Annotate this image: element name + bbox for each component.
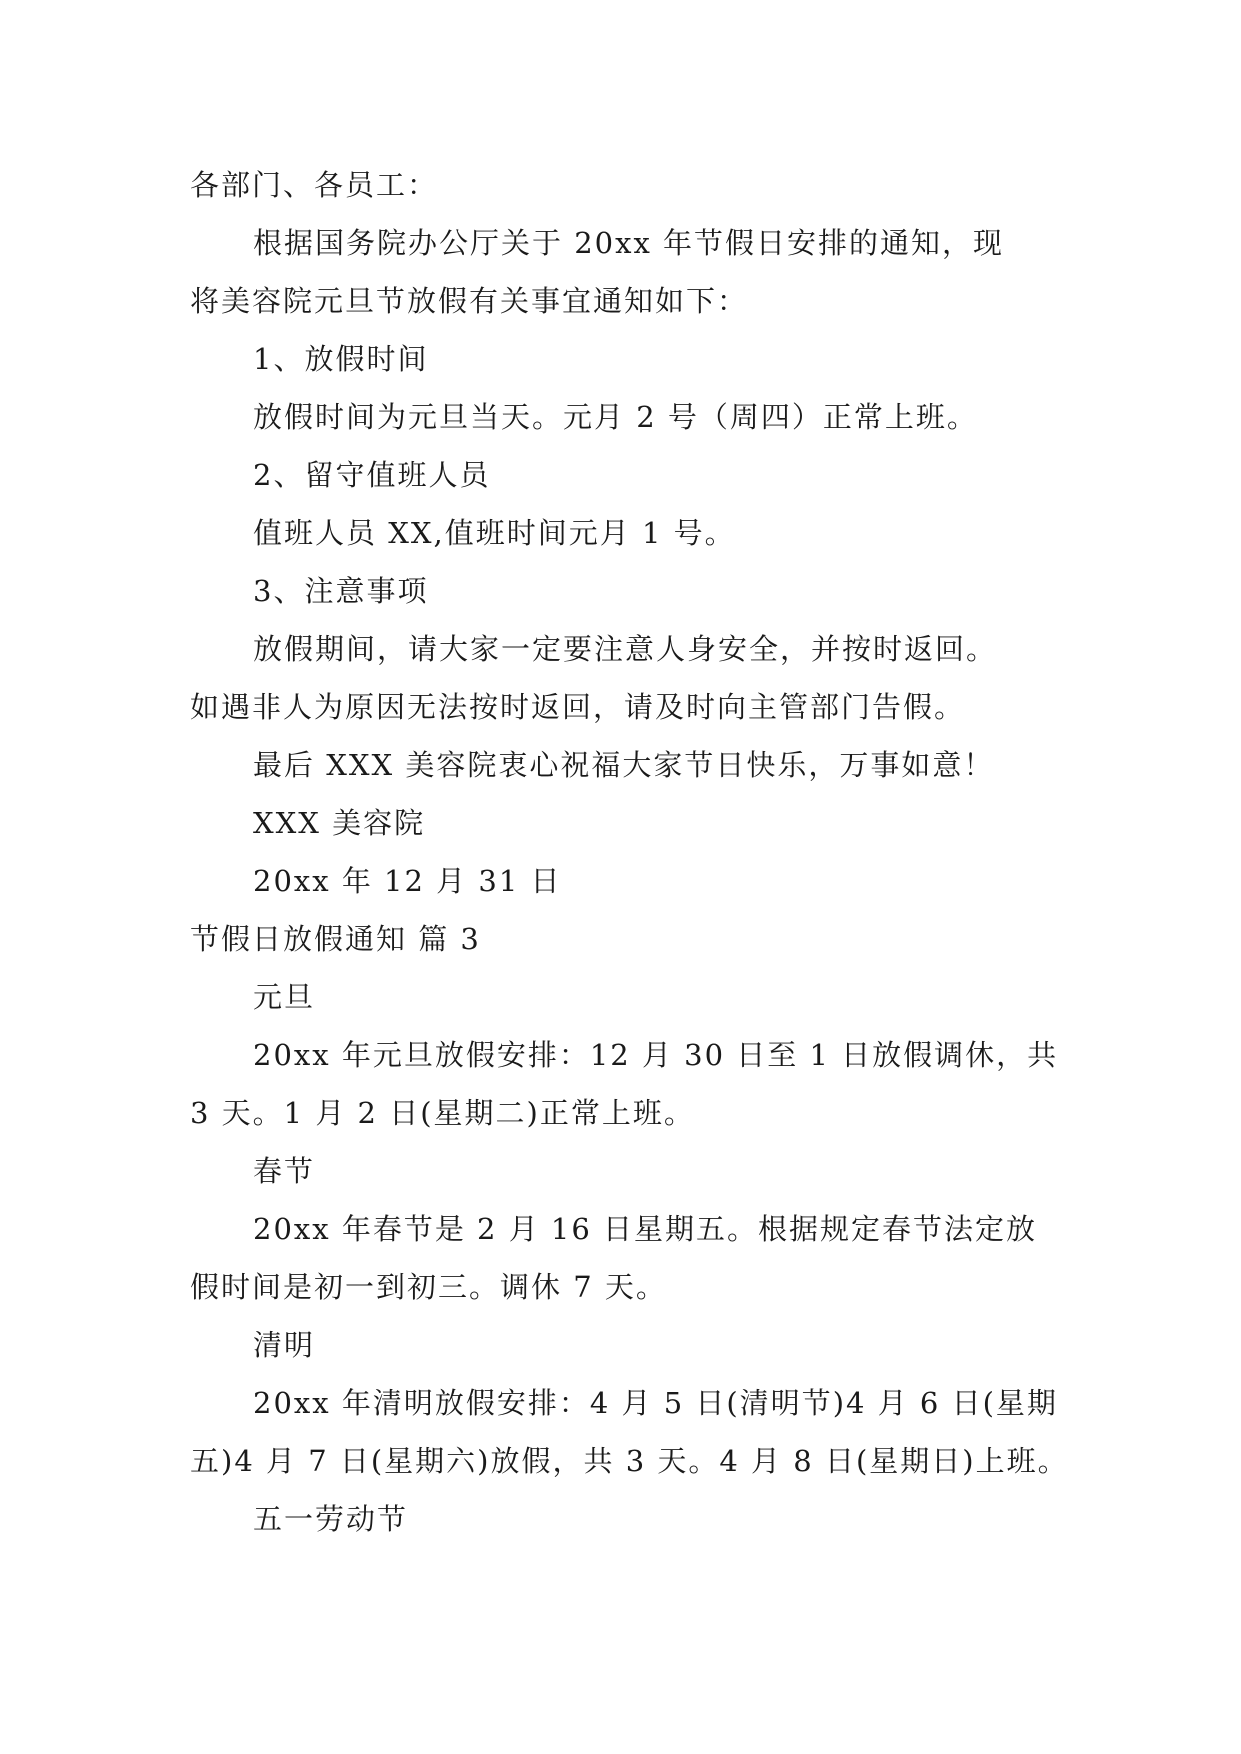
duty-staff-text: 值班人员 XX,值班时间元月 1 号。 [253,516,736,550]
heading-new-year: 元旦 [253,980,316,1014]
closing-wishes: 最后 XXX 美容院衷心祝福大家节日快乐，万事如意！ [253,748,995,782]
new-year-text-line-1: 20xx 年元旦放假安排：12 月 30 日至 1 日放假调休，共 [253,1038,1059,1072]
heading-qingming: 清明 [253,1328,316,1362]
qingming-text-line-1: 20xx 年清明放假安排：4 月 5 日(清明节)4 月 6 日(星期 [253,1386,1058,1420]
section-heading-duty-staff: 2、留守值班人员 [253,458,491,492]
qingming-text-line-2: 五)4 月 7 日(星期六)放假，共 3 天。4 月 8 日(星期日)上班。 [190,1444,1069,1478]
section-heading-notes: 3、注意事项 [253,574,429,608]
intro-paragraph-line-2: 将美容院元旦节放假有关事宜通知如下： [190,284,749,318]
signature-date: 20xx 年 12 月 31 日 [253,864,562,898]
heading-spring-festival: 春节 [253,1154,316,1188]
intro-paragraph-line-1: 根据国务院办公厅关于 20xx 年节假日安排的通知，现 [253,226,1005,260]
heading-labor-day: 五一劳动节 [253,1502,409,1536]
article-title: 节假日放假通知 篇 3 [190,922,481,956]
salutation: 各部门、各员工： [190,168,439,202]
section-heading-holiday-time: 1、放假时间 [253,342,429,376]
notes-paragraph-line-2: 如遇非人为原因无法按时返回，请及时向主管部门告假。 [190,690,966,724]
holiday-time-text: 放假时间为元旦当天。元月 2 号（周四）正常上班。 [253,400,978,434]
spring-festival-text-line-2: 假时间是初一到初三。调休 7 天。 [190,1270,667,1304]
spring-festival-text-line-1: 20xx 年春节是 2 月 16 日星期五。根据规定春节法定放 [253,1212,1038,1246]
signature-organization: XXX 美容院 [253,806,426,840]
new-year-text-line-2: 3 天。1 月 2 日(星期二)正常上班。 [190,1096,695,1130]
notes-paragraph-line-1: 放假期间，请大家一定要注意人身安全，并按时返回。 [253,632,998,666]
